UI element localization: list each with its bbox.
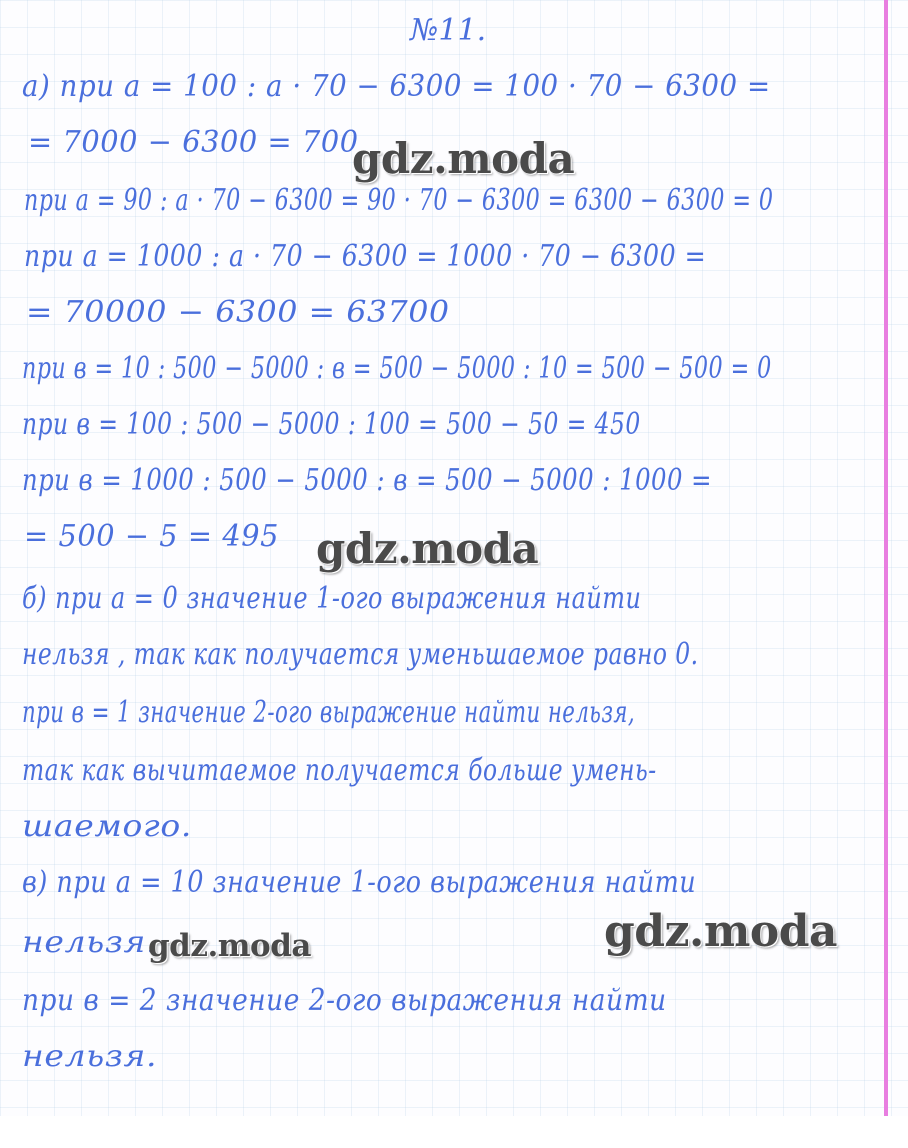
solution-line: = 7000 − 6300 = 700 bbox=[28, 125, 359, 160]
watermark-logo: gdz.moda bbox=[148, 928, 311, 964]
solution-line: нельзя. bbox=[22, 1039, 158, 1074]
solution-line: при а = 1000 : а · 70 − 6300 = 1000 · 70 − 6300 = bbox=[24, 239, 707, 274]
watermark-logo: gdz.moda bbox=[352, 134, 575, 183]
solution-line: нельзя. bbox=[22, 925, 158, 960]
solution-line: при в = 2 значение 2-ого выражения найти bbox=[22, 983, 667, 1018]
margin-line bbox=[884, 0, 888, 1116]
solution-line: при в = 10 : 500 − 5000 : в = 500 − 5000 : 10 = 500 − 500 = 0 bbox=[22, 351, 772, 386]
solution-line: при в = 1000 : 500 − 5000 : в = 500 − 5000 : 1000 = bbox=[22, 463, 713, 498]
solution-line: = 500 − 5 = 495 bbox=[24, 519, 280, 554]
solution-line: при в = 100 : 500 − 5000 : 100 = 500 − 50 = 450 bbox=[22, 407, 641, 442]
solution-line: а) при а = 100 : а · 70 − 6300 = 100 · 70 − 6300 = bbox=[22, 69, 771, 104]
solution-line: б) при а = 0 значение 1-ого выражения найти bbox=[22, 581, 642, 616]
solution-line: в) при а = 10 значение 1-ого выражения найти bbox=[22, 865, 697, 900]
watermark-logo: gdz.moda bbox=[604, 906, 838, 957]
solution-line: при в = 1 значение 2-ого выражение найти нельзя, bbox=[22, 695, 636, 730]
page-bottom-strip bbox=[0, 1116, 908, 1148]
problem-number: №11. bbox=[410, 13, 487, 48]
solution-line: нельзя , так как получается уменьшаемое равно 0. bbox=[22, 637, 699, 672]
solution-line: так как вычитаемое получается больше умень- bbox=[22, 753, 657, 788]
watermark-logo: gdz.moda bbox=[316, 524, 539, 573]
solution-line: при а = 90 : а · 70 − 6300 = 90 · 70 − 6300 = 6300 − 6300 = 0 bbox=[24, 183, 774, 218]
solution-line: шаемого. bbox=[22, 809, 193, 844]
solution-line: = 70000 − 6300 = 63700 bbox=[26, 295, 450, 330]
